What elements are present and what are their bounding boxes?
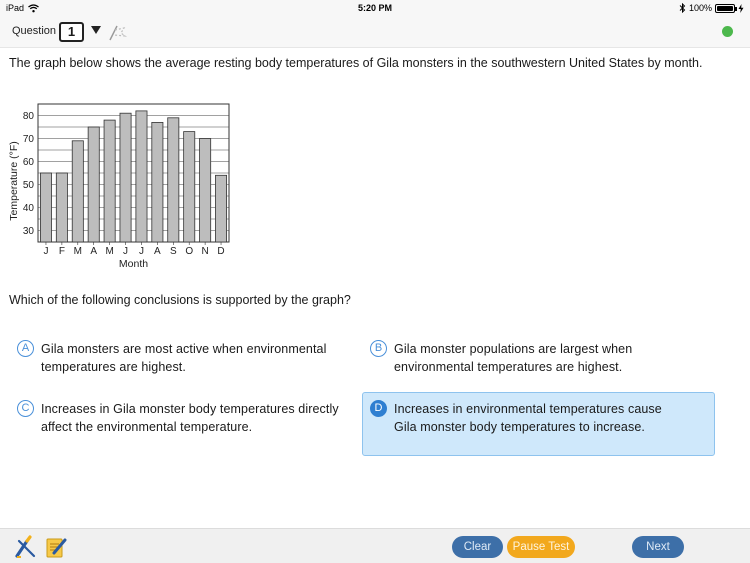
choice-d-text: Increases in environmental temperatures cause Gila monster body temperatures to increase. (394, 402, 662, 434)
notepad-icon[interactable] (44, 535, 68, 559)
charging-bolt-icon (738, 4, 744, 13)
x-tick-label: J (123, 246, 129, 257)
clock: 5:20 PM (357, 3, 392, 13)
x-tick-label: J (43, 246, 49, 257)
choice-a[interactable] (10, 333, 350, 381)
y-tick-label: 80 (22, 111, 34, 122)
bar (120, 113, 131, 242)
bar (40, 173, 51, 242)
choice-d[interactable] (362, 392, 715, 456)
question-number-box[interactable]: 1 (59, 22, 84, 42)
bar (215, 175, 226, 242)
choice-a-letter: A (17, 340, 34, 357)
bar (72, 141, 83, 242)
connection-status-dot (722, 26, 733, 37)
highlighter-icon[interactable] (14, 535, 38, 559)
x-tick-label: A (154, 246, 161, 257)
choice-c[interactable] (10, 393, 350, 441)
bar (104, 120, 115, 242)
x-axis-title: Month (118, 258, 149, 270)
bar (88, 127, 99, 242)
bluetooth-icon (679, 3, 686, 13)
bar (168, 118, 179, 242)
y-tick-label: 60 (22, 157, 34, 168)
choice-a-text: Gila monsters are most active when environmental temperatures are highest. (41, 342, 327, 374)
y-tick-label: 70 (22, 134, 34, 145)
status-right (679, 3, 744, 13)
question-prompt: The graph below shows the average resting body temperatures of Gila monsters in the southwestern United States by month. (9, 56, 703, 70)
question-label: Question (12, 25, 57, 37)
battery-percent: 100% (688, 3, 712, 13)
question-text: Which of the following conclusions is supported by the graph? (9, 293, 351, 307)
temperature-bar-chart (6, 100, 234, 272)
x-tick-label: N (201, 246, 209, 257)
bar (136, 111, 147, 242)
y-tick-label: 30 (22, 226, 34, 237)
x-tick-label: A (90, 246, 98, 257)
x-tick-label: M (105, 246, 114, 257)
pause-test-button[interactable]: Pause Test (507, 536, 575, 558)
flag-icon[interactable] (106, 23, 128, 43)
choice-b[interactable] (363, 333, 713, 381)
y-tick-label: 40 (22, 203, 34, 214)
clear-button[interactable]: Clear (452, 536, 503, 558)
x-tick-label: J (138, 246, 144, 257)
choice-b-letter: B (370, 340, 387, 357)
y-axis-title: Temperature (°F) (8, 141, 20, 221)
bar (200, 139, 211, 243)
y-tick-label: 50 (22, 180, 34, 191)
x-tick-label: S (169, 246, 177, 257)
choice-c-text: Increases in Gila monster body temperatures directly affect the environmental temperature. (41, 402, 339, 434)
choice-d-letter: D (370, 400, 387, 417)
chevron-down-icon[interactable] (91, 26, 101, 34)
bar (56, 173, 67, 242)
choice-b-text: Gila monster populations are largest when environmental temperatures are highest. (394, 342, 633, 374)
x-tick-label: F (58, 246, 65, 257)
question-header (0, 16, 750, 48)
footer-toolbar (0, 528, 750, 563)
bar (152, 122, 163, 242)
x-tick-label: O (185, 246, 194, 257)
choice-c-letter: C (17, 400, 34, 417)
ios-status-bar (0, 0, 750, 16)
x-tick-label: D (217, 246, 225, 257)
battery-icon (715, 4, 735, 13)
device-label: iPad (6, 3, 25, 13)
bar (184, 132, 195, 242)
x-tick-label: M (73, 246, 82, 257)
next-button[interactable]: Next (632, 536, 684, 558)
